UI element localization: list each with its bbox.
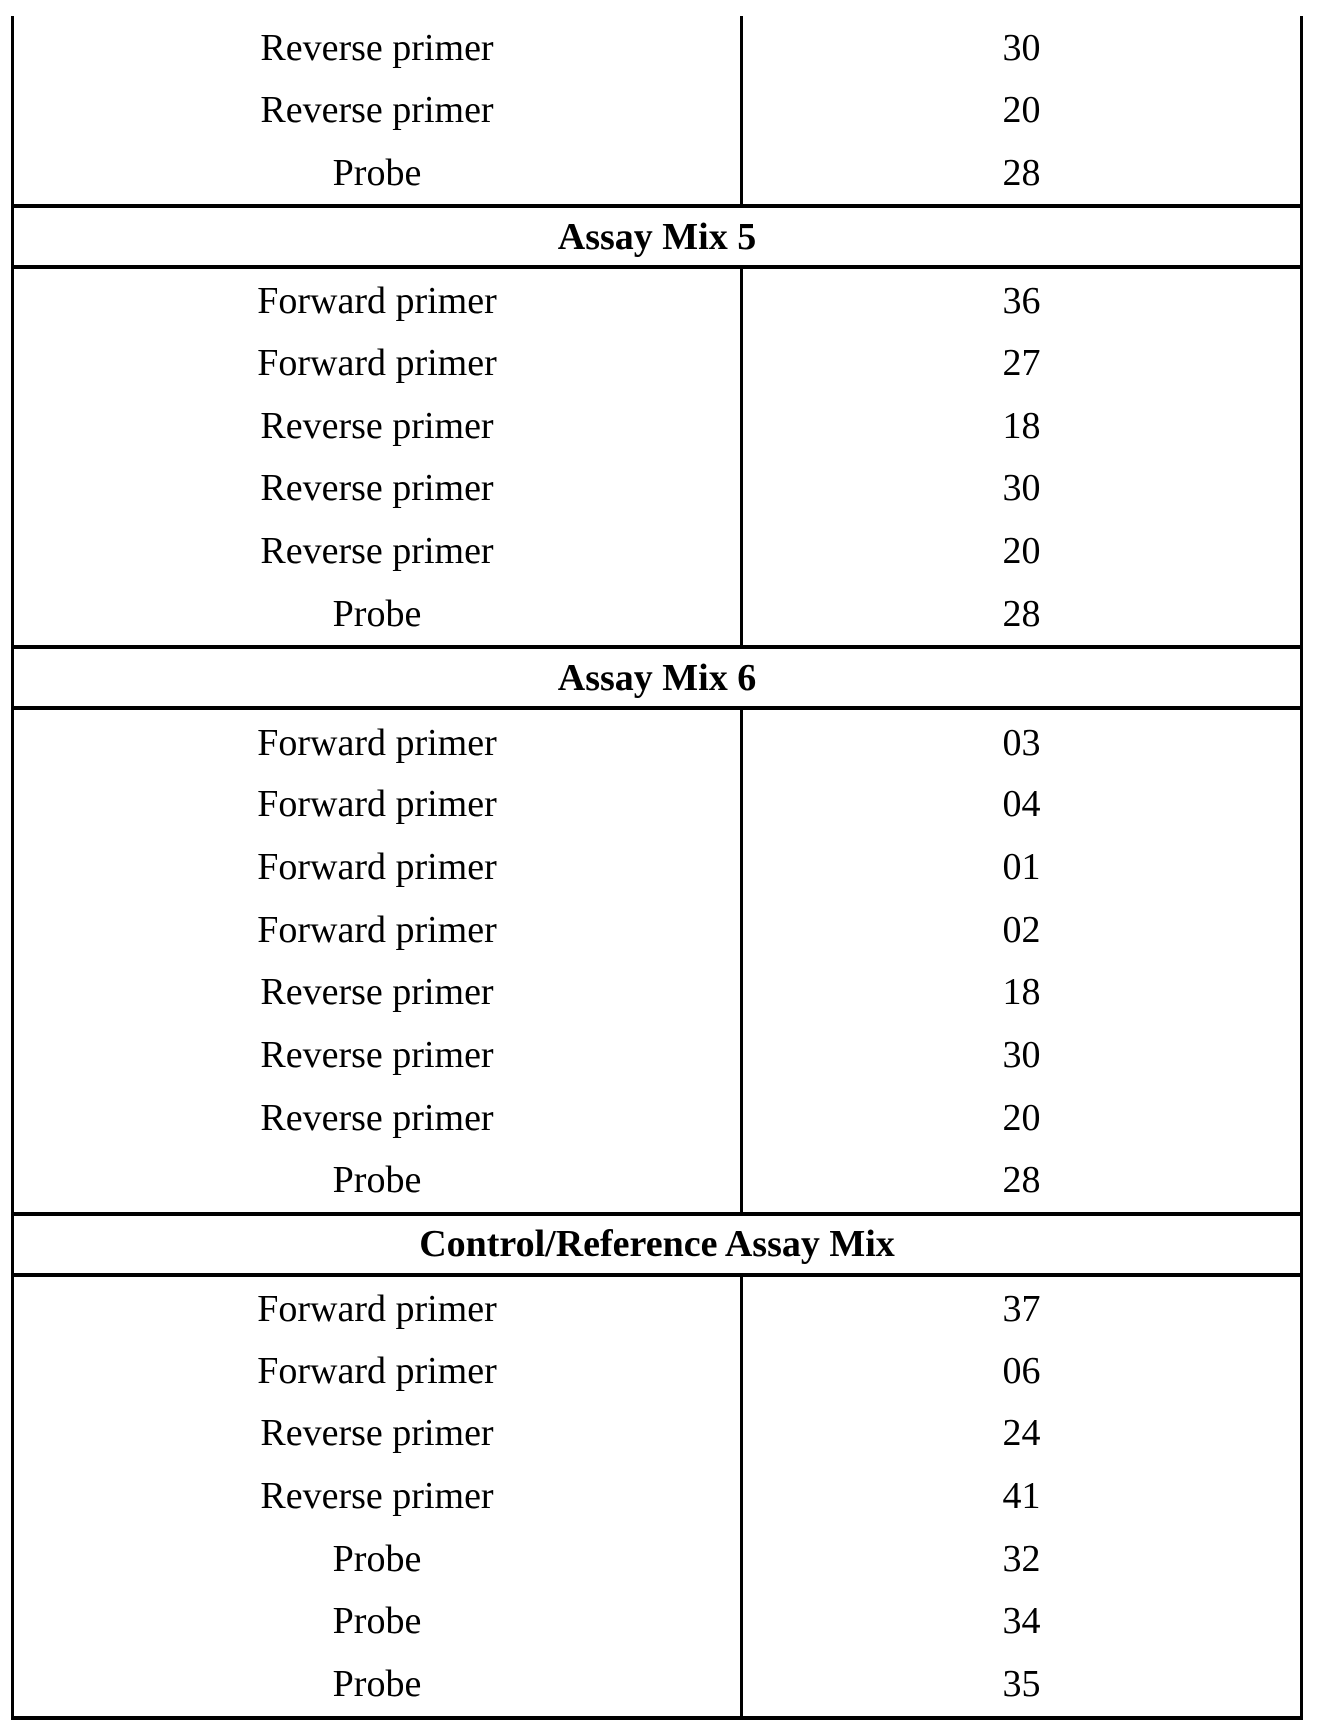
section-rows-assay-mix-6 [14, 710, 1300, 1212]
component-name: Probe [14, 1653, 743, 1716]
table-row [14, 1339, 1300, 1402]
seq-id-value: 20 [1002, 1096, 1041, 1139]
component-name: Reverse primer [14, 1402, 743, 1465]
seq-id-value: 32 [1002, 1537, 1041, 1580]
table-row [14, 457, 1300, 520]
section-header-assay-mix-6: Assay Mix 6 [14, 645, 1300, 710]
assay-mix-table [11, 16, 1303, 1720]
component-name: Forward primer [14, 1277, 743, 1340]
seq-id-value: 30 [1002, 467, 1041, 510]
seq-id-value: 18 [1002, 404, 1041, 447]
seq-id-value: 36 [1002, 280, 1041, 323]
component-name: Reverse primer [14, 520, 743, 583]
component-name: Forward primer [14, 898, 743, 961]
component-name: Probe [14, 1527, 743, 1590]
table-row [14, 1465, 1300, 1528]
component-name: Reverse primer [14, 1465, 743, 1528]
seq-id-value: 02 [1002, 908, 1041, 951]
seq-id-value: 41 [1002, 1475, 1041, 1518]
table-row [14, 1527, 1300, 1590]
component-name: Reverse primer [14, 961, 743, 1024]
table-row [14, 1086, 1300, 1149]
table-row [14, 836, 1300, 899]
continued-rows [14, 16, 1300, 204]
section-rows-control-reference [14, 1277, 1300, 1716]
seq-id-value: 01 [1002, 845, 1041, 888]
table-row [14, 1024, 1300, 1087]
table-row [14, 1653, 1300, 1716]
table-row [14, 583, 1300, 646]
seq-id-value: 06 [1002, 1349, 1041, 1392]
seq-id-value: 37 [1002, 1288, 1041, 1331]
component-name: Forward primer [14, 710, 743, 773]
seq-id-value: 28 [1002, 592, 1041, 635]
seq-id-value: 28 [1002, 151, 1041, 194]
component-name: Reverse primer [14, 1024, 743, 1087]
seq-id-value: 20 [1002, 89, 1041, 132]
table-row [14, 898, 1300, 961]
table-row [14, 394, 1300, 457]
table-row [14, 332, 1300, 395]
seq-id-value: 34 [1002, 1600, 1041, 1643]
component-name: Probe [14, 583, 743, 646]
table-row [14, 961, 1300, 1024]
table-row [14, 269, 1300, 332]
section-header-assay-mix-5: Assay Mix 5 [14, 204, 1300, 269]
seq-id-value: 30 [1002, 27, 1041, 70]
seq-id-value: 27 [1002, 342, 1041, 385]
table-row [14, 1402, 1300, 1465]
component-name: Forward primer [14, 1339, 743, 1402]
component-name: Reverse primer [14, 79, 743, 142]
table-row [14, 1277, 1300, 1340]
seq-id-value: 18 [1002, 971, 1041, 1014]
component-name: Probe [14, 1149, 743, 1212]
seq-id-value: 30 [1002, 1033, 1041, 1076]
section-header-control-reference: Control/Reference Assay Mix [14, 1212, 1300, 1277]
table-row [14, 710, 1300, 773]
seq-id-value: 04 [1002, 783, 1041, 826]
component-name: Reverse primer [14, 1086, 743, 1149]
component-name: Probe [14, 1590, 743, 1653]
seq-id-value: 20 [1002, 530, 1041, 573]
seq-id-value: 28 [1002, 1159, 1041, 1202]
seq-id-value: 03 [1002, 721, 1041, 764]
component-name: Reverse primer [14, 394, 743, 457]
seq-id-value: 24 [1002, 1412, 1041, 1455]
component-name: Reverse primer [14, 16, 743, 79]
table-row [14, 141, 1300, 204]
seq-id-value: 35 [1002, 1663, 1041, 1706]
component-name: Probe [14, 141, 743, 204]
component-name: Forward primer [14, 332, 743, 395]
component-name: Forward primer [14, 269, 743, 332]
component-name: Forward primer [14, 836, 743, 899]
component-name: Reverse primer [14, 457, 743, 520]
component-name: Forward primer [14, 773, 743, 836]
table-row [14, 1590, 1300, 1653]
table-row [14, 79, 1300, 142]
table-row [14, 773, 1300, 836]
table-row [14, 16, 1300, 79]
section-rows-assay-mix-5 [14, 269, 1300, 645]
table-row [14, 520, 1300, 583]
table-row [14, 1149, 1300, 1212]
